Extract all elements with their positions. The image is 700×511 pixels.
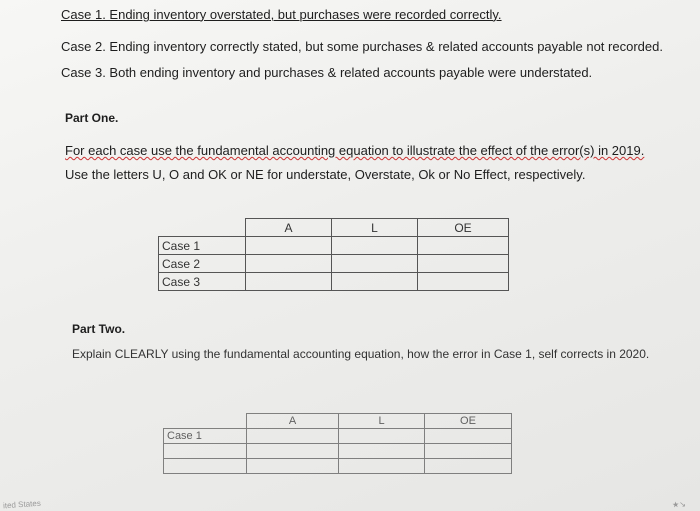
answer-cell[interactable]	[339, 444, 425, 459]
answer-cell[interactable]	[339, 459, 425, 474]
table-header-row	[164, 414, 512, 429]
row-label: Case 3	[159, 273, 246, 291]
answer-cell[interactable]	[332, 237, 418, 255]
answer-cell[interactable]	[247, 459, 339, 474]
corner-mark-right: ★↘	[671, 499, 687, 510]
case-3-description: Case 3. Both ending inventory and purchases & related accounts payable were understated.	[61, 65, 593, 80]
table-header-row	[159, 219, 509, 237]
part-one-instruction-2: Use the letters U, O and OK or NE for understate, Overstate, Ok or No Effect, respectively.	[65, 167, 586, 182]
part-two-answer-table	[163, 413, 512, 474]
row-label: Case 2	[159, 255, 246, 273]
answer-cell[interactable]	[418, 255, 509, 273]
part-two-heading: Part Two.	[72, 322, 126, 336]
header-liabilities: L	[339, 414, 425, 429]
answer-cell[interactable]	[332, 273, 418, 291]
answer-cell[interactable]	[247, 429, 339, 444]
case-2-description: Case 2. Ending inventory correctly stated, but some purchases & related accounts payable not recorded.	[61, 39, 663, 54]
row-label: Case 1	[159, 237, 246, 255]
table-row	[159, 273, 509, 291]
header-blank-cell	[164, 414, 247, 429]
part-one-heading: Part One.	[65, 111, 119, 125]
answer-cell[interactable]	[247, 444, 339, 459]
header-assets: A	[247, 414, 339, 429]
answer-cell[interactable]	[246, 255, 332, 273]
table-row	[164, 444, 512, 459]
answer-cell[interactable]	[418, 273, 509, 291]
row-label	[164, 459, 247, 474]
answer-cell[interactable]	[425, 459, 512, 474]
part-one-instruction-1: For each case use the fundamental accounting equation to illustrate the effect of the error(s) in 2019.	[65, 143, 645, 158]
header-owners-equity: OE	[425, 414, 512, 429]
answer-cell[interactable]	[246, 237, 332, 255]
answer-cell[interactable]	[425, 444, 512, 459]
case-1-description: Case 1. Ending inventory overstated, but purchases were recorded correctly.	[61, 7, 502, 22]
part-one-answer-table	[158, 218, 509, 291]
table-row	[159, 237, 509, 255]
row-label: Case 1	[164, 429, 247, 444]
header-blank-cell	[159, 219, 246, 237]
table-row	[159, 255, 509, 273]
row-label	[164, 444, 247, 459]
answer-cell[interactable]	[246, 273, 332, 291]
answer-cell[interactable]	[339, 429, 425, 444]
header-liabilities: L	[332, 219, 418, 237]
table-row	[164, 429, 512, 444]
corner-mark-left: ited States	[2, 498, 42, 511]
answer-cell[interactable]	[425, 429, 512, 444]
header-owners-equity: OE	[418, 219, 509, 237]
table-row	[164, 459, 512, 474]
answer-cell[interactable]	[418, 237, 509, 255]
part-two-instruction: Explain CLEARLY using the fundamental accounting equation, how the error in Case 1, self corrects in 2020.	[72, 347, 650, 361]
answer-cell[interactable]	[332, 255, 418, 273]
header-assets: A	[246, 219, 332, 237]
